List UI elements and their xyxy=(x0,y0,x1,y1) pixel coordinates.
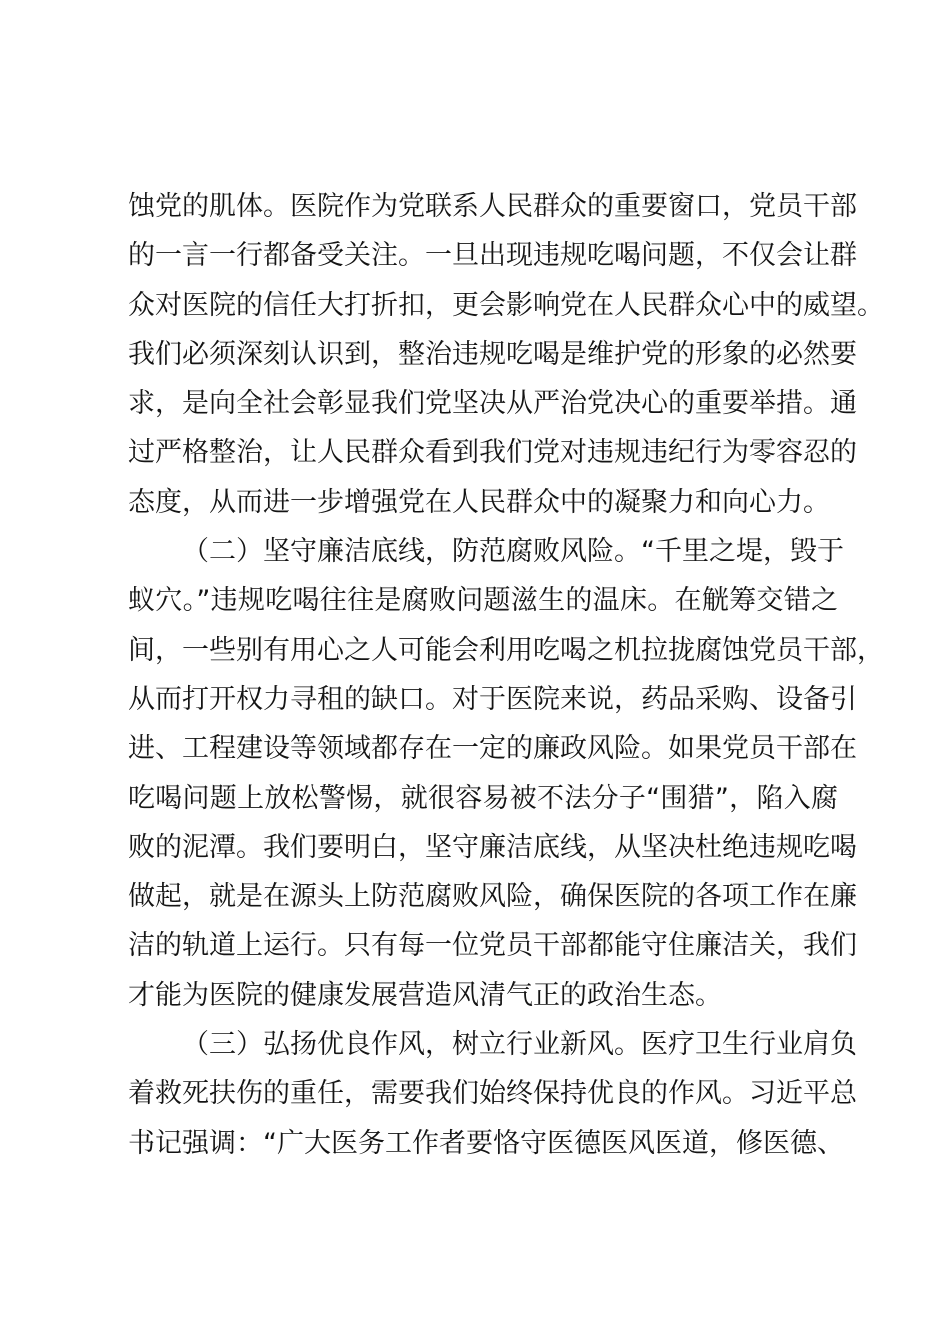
text-line: 洁的轨道上运行。只有每一位党员干部都能守住廉洁关，我们 xyxy=(128,930,857,962)
text-line: 才能为医院的健康发展营造风清气正的政治生态。 xyxy=(128,979,722,1011)
text-line: 吃喝问题上放松警惕，就很容易被不法分子“围猎”，陷入腐 xyxy=(128,782,838,814)
text-line: 蚁穴。”违规吃喝往往是腐败问题滋生的温床。在觥筹交错之 xyxy=(128,585,838,617)
text-line: 书记强调：“广大医务工作者要恪守医德医风医道，修医德、 xyxy=(128,1127,844,1159)
text-line: 求，是向全社会彰显我们党坚决从严治党决心的重要举措。通 xyxy=(128,388,857,420)
section-heading-line: （二）坚守廉洁底线，防范腐败风险。“千里之堤，毁于 xyxy=(182,536,844,568)
section-heading-line: （三）弘扬优良作风，树立行业新风。医疗卫生行业肩负 xyxy=(182,1029,857,1061)
text-line: 从而打开权力寻租的缺口。对于医院来说，药品采购、设备引 xyxy=(128,683,857,715)
text-line: 败的泥潭。我们要明白，坚守廉洁底线，从坚决杜绝违规吃喝 xyxy=(128,831,857,863)
text-line: 进、工程建设等领域都存在一定的廉政风险。如果党员干部在 xyxy=(128,733,857,765)
text-line: 我们必须深刻认识到，整治违规吃喝是维护党的形象的必然要 xyxy=(128,338,857,370)
text-line: 的一言一行都备受关注。一旦出现违规吃喝问题，不仅会让群 xyxy=(128,240,857,272)
text-line: 众对医院的信任大打折扣，更会影响党在人民群众心中的威望。 xyxy=(128,289,884,321)
text-line: 着救死扶伤的重任，需要我们始终保持优良的作风。习近平总 xyxy=(128,1078,857,1110)
text-line: 过严格整治，让人民群众看到我们党对违规违纪行为零容忍的 xyxy=(128,437,857,469)
body-text xyxy=(128,182,884,1168)
text-line: 做起，就是在源头上防范腐败风险，确保医院的各项工作在廉 xyxy=(128,881,857,913)
text-line: 态度，从而进一步增强党在人民群众中的凝聚力和向心力。 xyxy=(128,486,830,518)
text-line: 间，一些别有用心之人可能会利用吃喝之机拉拢腐蚀党员干部， xyxy=(128,634,884,666)
text-line: 蚀党的肌体。医院作为党联系人民群众的重要窗口，党员干部 xyxy=(128,191,857,222)
